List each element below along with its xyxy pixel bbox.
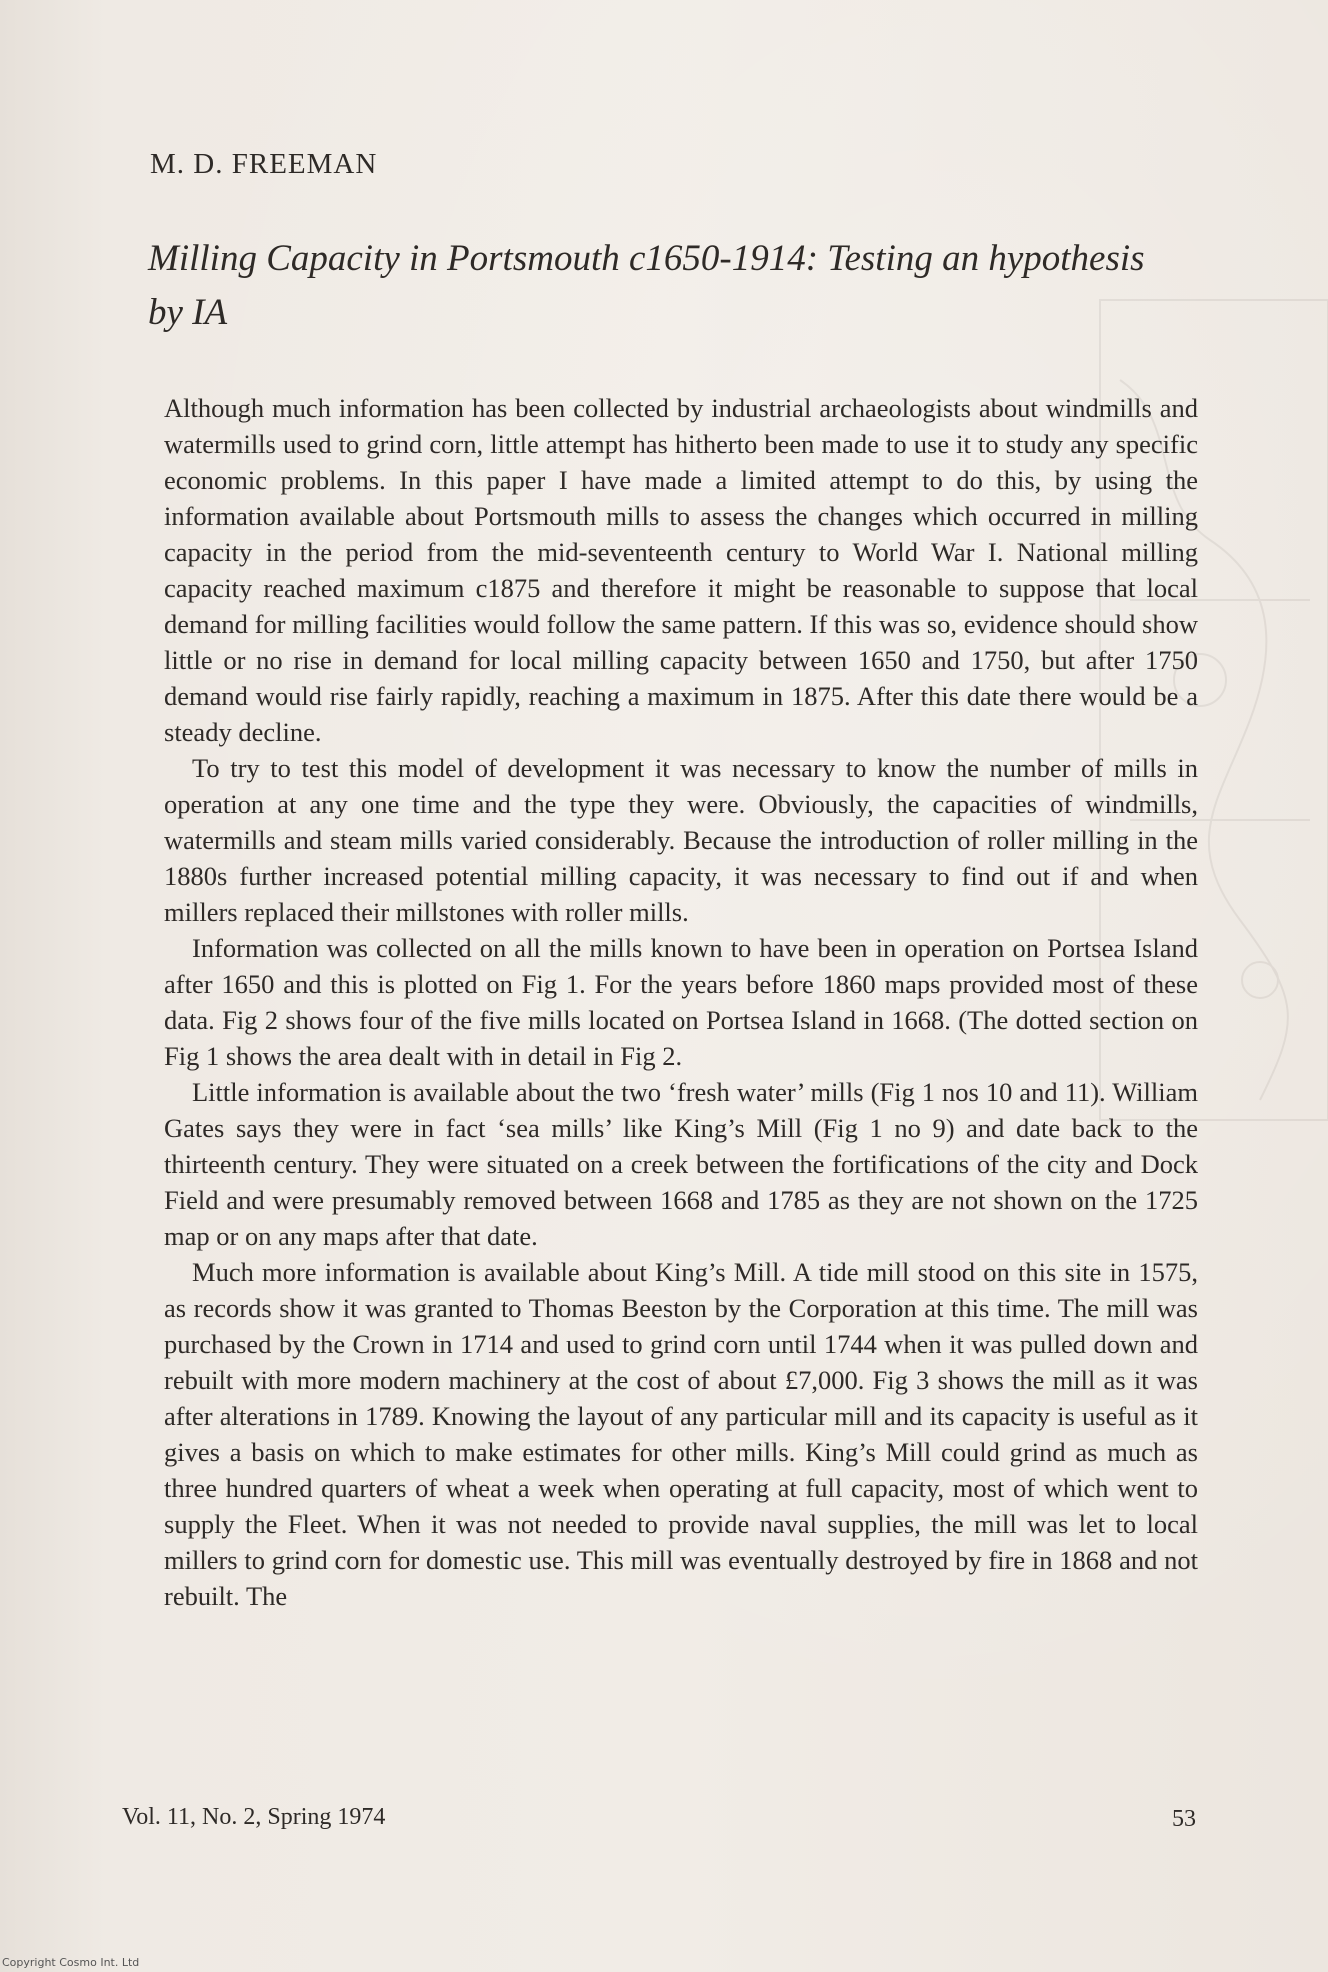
paragraph: Information was collected on all the mills known to have been in operation on Portsea Island after 1650 and this is plotted on Fig 1. For the years before 1860 maps provided most of these data. Fig 2 shows four of the five mills located on Portsea Island in 1668. (The dotted section on Fig 1 shows the area dealt with in detail in Fig 2. (164, 933, 1198, 1071)
issue-info: Vol. 11, No. 2, Spring 1974 (122, 1804, 386, 1830)
article-body (164, 390, 1198, 1614)
paragraph: Little information is available about the two ‘fresh water’ mills (Fig 1 nos 10 and 11). William Gates says they were in fact ‘sea mills’ like King’s Mill (Fig 1 no 9) and date back to the thirteenth century. They were situated on a creek between the fortifications of the city and Dock Field and were presumably removed between 1668 and 1785 as they are not shown on the 1725 map or on any maps after that date. (164, 1077, 1198, 1251)
paragraph: To try to test this model of development it was necessary to know the number of mills in operation at any one time and the type they were. Obviously, the capacities of windmills, watermills and steam mills varied considerably. Because the introduction of roller milling in the 1880s further increased potential milling capacity, it was necessary to find out if and when millers replaced their millstones with roller mills. (164, 753, 1198, 927)
article-title: Milling Capacity in Portsmouth c1650-1914: Testing an hypothesis by IA (148, 238, 1145, 333)
paragraph: Much more information is available about King’s Mill. A tide mill stood on this site in 1575, as records show it was granted to Thomas Beeston by the Corporation at this time. The mill was purchased by the Crown in 1714 and used to grind corn until 1744 when it was pulled down and rebuilt with more modern machinery at the cost of about £7,000. Fig 3 shows the mill as it was after alterations in 1789. Knowing the layout of any particular mill and its capacity is useful as it gives a basis on which to make estimates for other mills. King’s Mill could grind as much as three hundred quarters of wheat a week when operating at full capacity, most of which went to supply the Fleet. When it was not needed to provide naval supplies, the mill was let to local millers to grind corn for domestic use. This mill was eventually destroyed by fire in 1868 and not rebuilt. The (164, 1257, 1198, 1611)
page-number: 53 (1172, 1806, 1196, 1832)
paragraph: Although much information has been collected by industrial archaeologists about windmills and watermills used to grind corn, little attempt has hitherto been made to use it to study any specific economic problems. In this paper I have made a limited attempt to do this, by using the information available about Portsmouth mills to assess the changes which occurred in milling capacity in the period from the mid-seventeenth century to World War I. National milling capacity reached maximum c1875 and therefore it might be reasonable to suppose that local demand for milling facilities would follow the same pattern. If this was so, evidence should show little or no rise in demand for local milling capacity between 1650 and 1750, but after 1750 demand would rise fairly rapidly, reaching a maximum in 1875. After this date there would be a steady decline. (164, 393, 1198, 747)
copyright-watermark: Copyright Cosmo Int. Ltd (2, 1956, 140, 1969)
author-name: M. D. FREEMAN (150, 148, 378, 180)
